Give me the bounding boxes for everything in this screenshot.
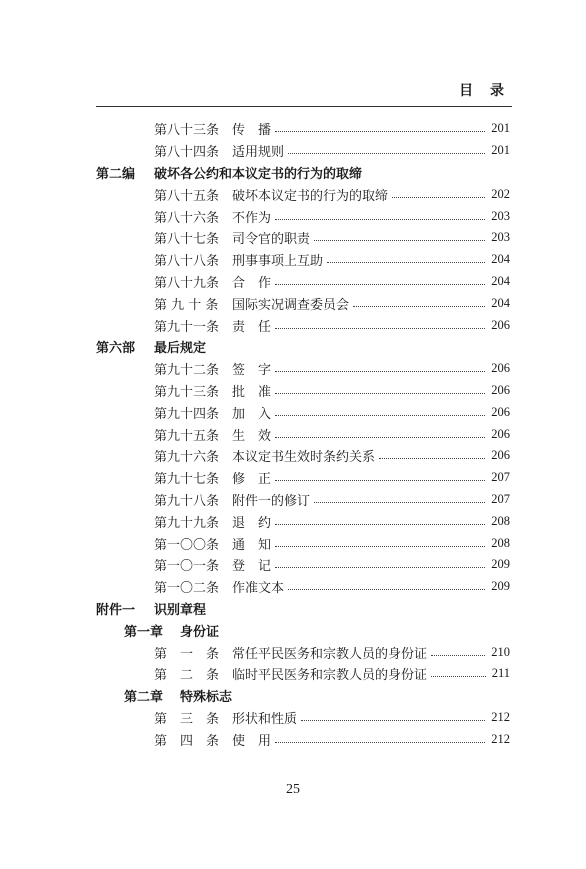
article-page-number: 210 [491,644,510,659]
header-title: 目 录 [459,83,510,99]
article-title: 破坏本议定书的行为的取缔 [232,188,389,204]
article-label: 第九十三条 [154,384,220,400]
dot-leader [327,262,485,263]
toc-section-heading [96,685,510,707]
article-label: 第九十四条 [154,406,220,422]
section-label: 第一章 [124,624,164,640]
header-divider [96,106,512,107]
article-page-number: 202 [491,186,510,201]
toc-article-row [96,532,510,554]
toc-section-heading [96,598,510,620]
dot-leader [392,197,485,198]
toc-article-row [96,510,510,532]
toc-article-row [96,423,510,445]
dot-leader [275,371,485,372]
article-page-number: 208 [491,513,510,528]
dot-leader [275,393,485,394]
article-page-number: 201 [491,143,510,158]
article-title: 退 约 [232,515,272,531]
article-page-number: 204 [491,295,510,310]
section-title: 身份证 [180,624,220,640]
toc-article-row [96,380,510,402]
dot-leader [288,153,485,154]
toc-article-row [96,489,510,511]
article-title: 国际实况调查委员会 [232,297,350,313]
article-page-number: 209 [491,557,510,572]
article-page-number: 206 [491,426,510,441]
article-title: 登 记 [232,559,272,575]
article-label: 第 一 条 [154,646,220,662]
article-page-number: 207 [491,491,510,506]
article-label: 第八十六条 [154,210,220,226]
article-title: 合 作 [232,275,272,291]
dot-leader [275,437,485,438]
article-label: 第九十八条 [154,493,220,509]
toc-article-row [96,663,510,685]
toc-article-row [96,118,510,140]
toc-article-row [96,401,510,423]
article-page-number: 206 [491,448,510,463]
section-title: 破坏各公约和本议定书的行为的取缔 [154,166,363,182]
article-title: 批 准 [232,384,272,400]
article-title: 司令官的职责 [232,232,311,248]
article-label: 第八十三条 [154,123,220,139]
article-title: 修 正 [232,472,272,488]
dot-leader [275,567,485,568]
dot-leader [275,546,485,547]
article-label: 第一〇〇条 [154,537,220,553]
toc-article-row [96,227,510,249]
article-label: 第八十九条 [154,275,220,291]
article-title: 加 入 [232,406,272,422]
toc-article-row [96,641,510,663]
page-number: 25 [286,782,300,797]
section-label: 第二编 [96,166,136,182]
article-label: 第 四 条 [154,733,220,749]
toc-section-heading [96,336,510,358]
article-title: 传 播 [232,123,272,139]
toc-article-row [96,707,510,729]
dot-leader [314,240,485,241]
article-title: 刑事事项上互助 [232,254,324,270]
article-title: 适用规则 [232,145,285,161]
toc-article-row [96,358,510,380]
article-label: 第八十四条 [154,145,220,161]
dot-leader [275,131,485,132]
article-page-number: 204 [491,252,510,267]
article-label: 第 九 十 条 [154,297,219,313]
article-title: 本议定书生效时条约关系 [232,450,376,466]
article-page-number: 201 [491,121,510,136]
toc-article-row [96,183,510,205]
article-label: 第一〇一条 [154,559,220,575]
article-title: 附件一的修订 [232,493,311,509]
article-label: 第 二 条 [154,668,220,684]
article-title: 签 字 [232,363,272,379]
dot-leader [379,458,485,459]
article-title: 使 用 [232,733,272,749]
dot-leader [275,415,485,416]
table-of-contents [96,118,510,750]
article-title: 作准文本 [232,581,285,597]
article-title: 通 知 [232,537,272,553]
article-page-number: 212 [491,731,510,746]
toc-article-row [96,576,510,598]
article-page-number: 203 [491,208,510,223]
article-page-number: 212 [491,709,510,724]
section-title: 特殊标志 [180,690,233,706]
section-title: 最后规定 [154,341,207,357]
section-label: 附件一 [96,602,136,618]
dot-leader [275,524,485,525]
toc-article-row [96,140,510,162]
dot-leader [275,328,485,329]
article-page-number: 206 [491,404,510,419]
toc-article-row [96,728,510,750]
article-page-number: 211 [491,666,510,681]
toc-article-row [96,205,510,227]
article-label: 第九十九条 [154,515,220,531]
toc-article-row [96,467,510,489]
dot-leader [431,676,486,677]
article-label: 第九十一条 [154,319,220,335]
article-label: 第八十八条 [154,254,220,270]
article-title: 不作为 [232,210,272,226]
article-label: 第八十五条 [154,188,220,204]
dot-leader [275,480,485,481]
article-page-number: 206 [491,317,510,332]
dot-leader [288,589,485,590]
dot-leader [275,219,485,220]
section-label: 第二章 [124,690,164,706]
article-page-number: 209 [491,579,510,594]
article-title: 形状和性质 [232,711,298,727]
dot-leader [275,284,485,285]
article-label: 第九十七条 [154,472,220,488]
article-page-number: 206 [491,382,510,397]
article-page-number: 206 [491,361,510,376]
article-title: 责 任 [232,319,272,335]
dot-leader [301,720,485,721]
section-title: 识别章程 [154,602,207,618]
article-title: 常任平民医务和宗教人员的身份证 [232,646,428,662]
article-label: 第一〇二条 [154,581,220,597]
toc-section-heading [96,162,510,184]
article-label: 第八十七条 [154,232,220,248]
dot-leader [275,742,485,743]
article-page-number: 208 [491,535,510,550]
section-label: 第六部 [96,341,136,357]
dot-leader [431,655,485,656]
article-page-number: 207 [491,470,510,485]
article-page-number: 204 [491,273,510,288]
article-label: 第九十六条 [154,450,220,466]
toc-article-row [96,249,510,271]
article-title: 临时平民医务和宗教人员的身份证 [232,668,428,684]
toc-section-heading [96,619,510,641]
article-page-number: 203 [491,230,510,245]
article-label: 第九十五条 [154,428,220,444]
article-label: 第 三 条 [154,711,220,727]
toc-article-row [96,271,510,293]
article-label: 第九十二条 [154,363,220,379]
dot-leader [353,306,485,307]
article-title: 生 效 [232,428,272,444]
toc-article-row [96,292,510,314]
dot-leader [314,502,485,503]
toc-article-row [96,445,510,467]
toc-article-row [96,554,510,576]
toc-article-row [96,314,510,336]
